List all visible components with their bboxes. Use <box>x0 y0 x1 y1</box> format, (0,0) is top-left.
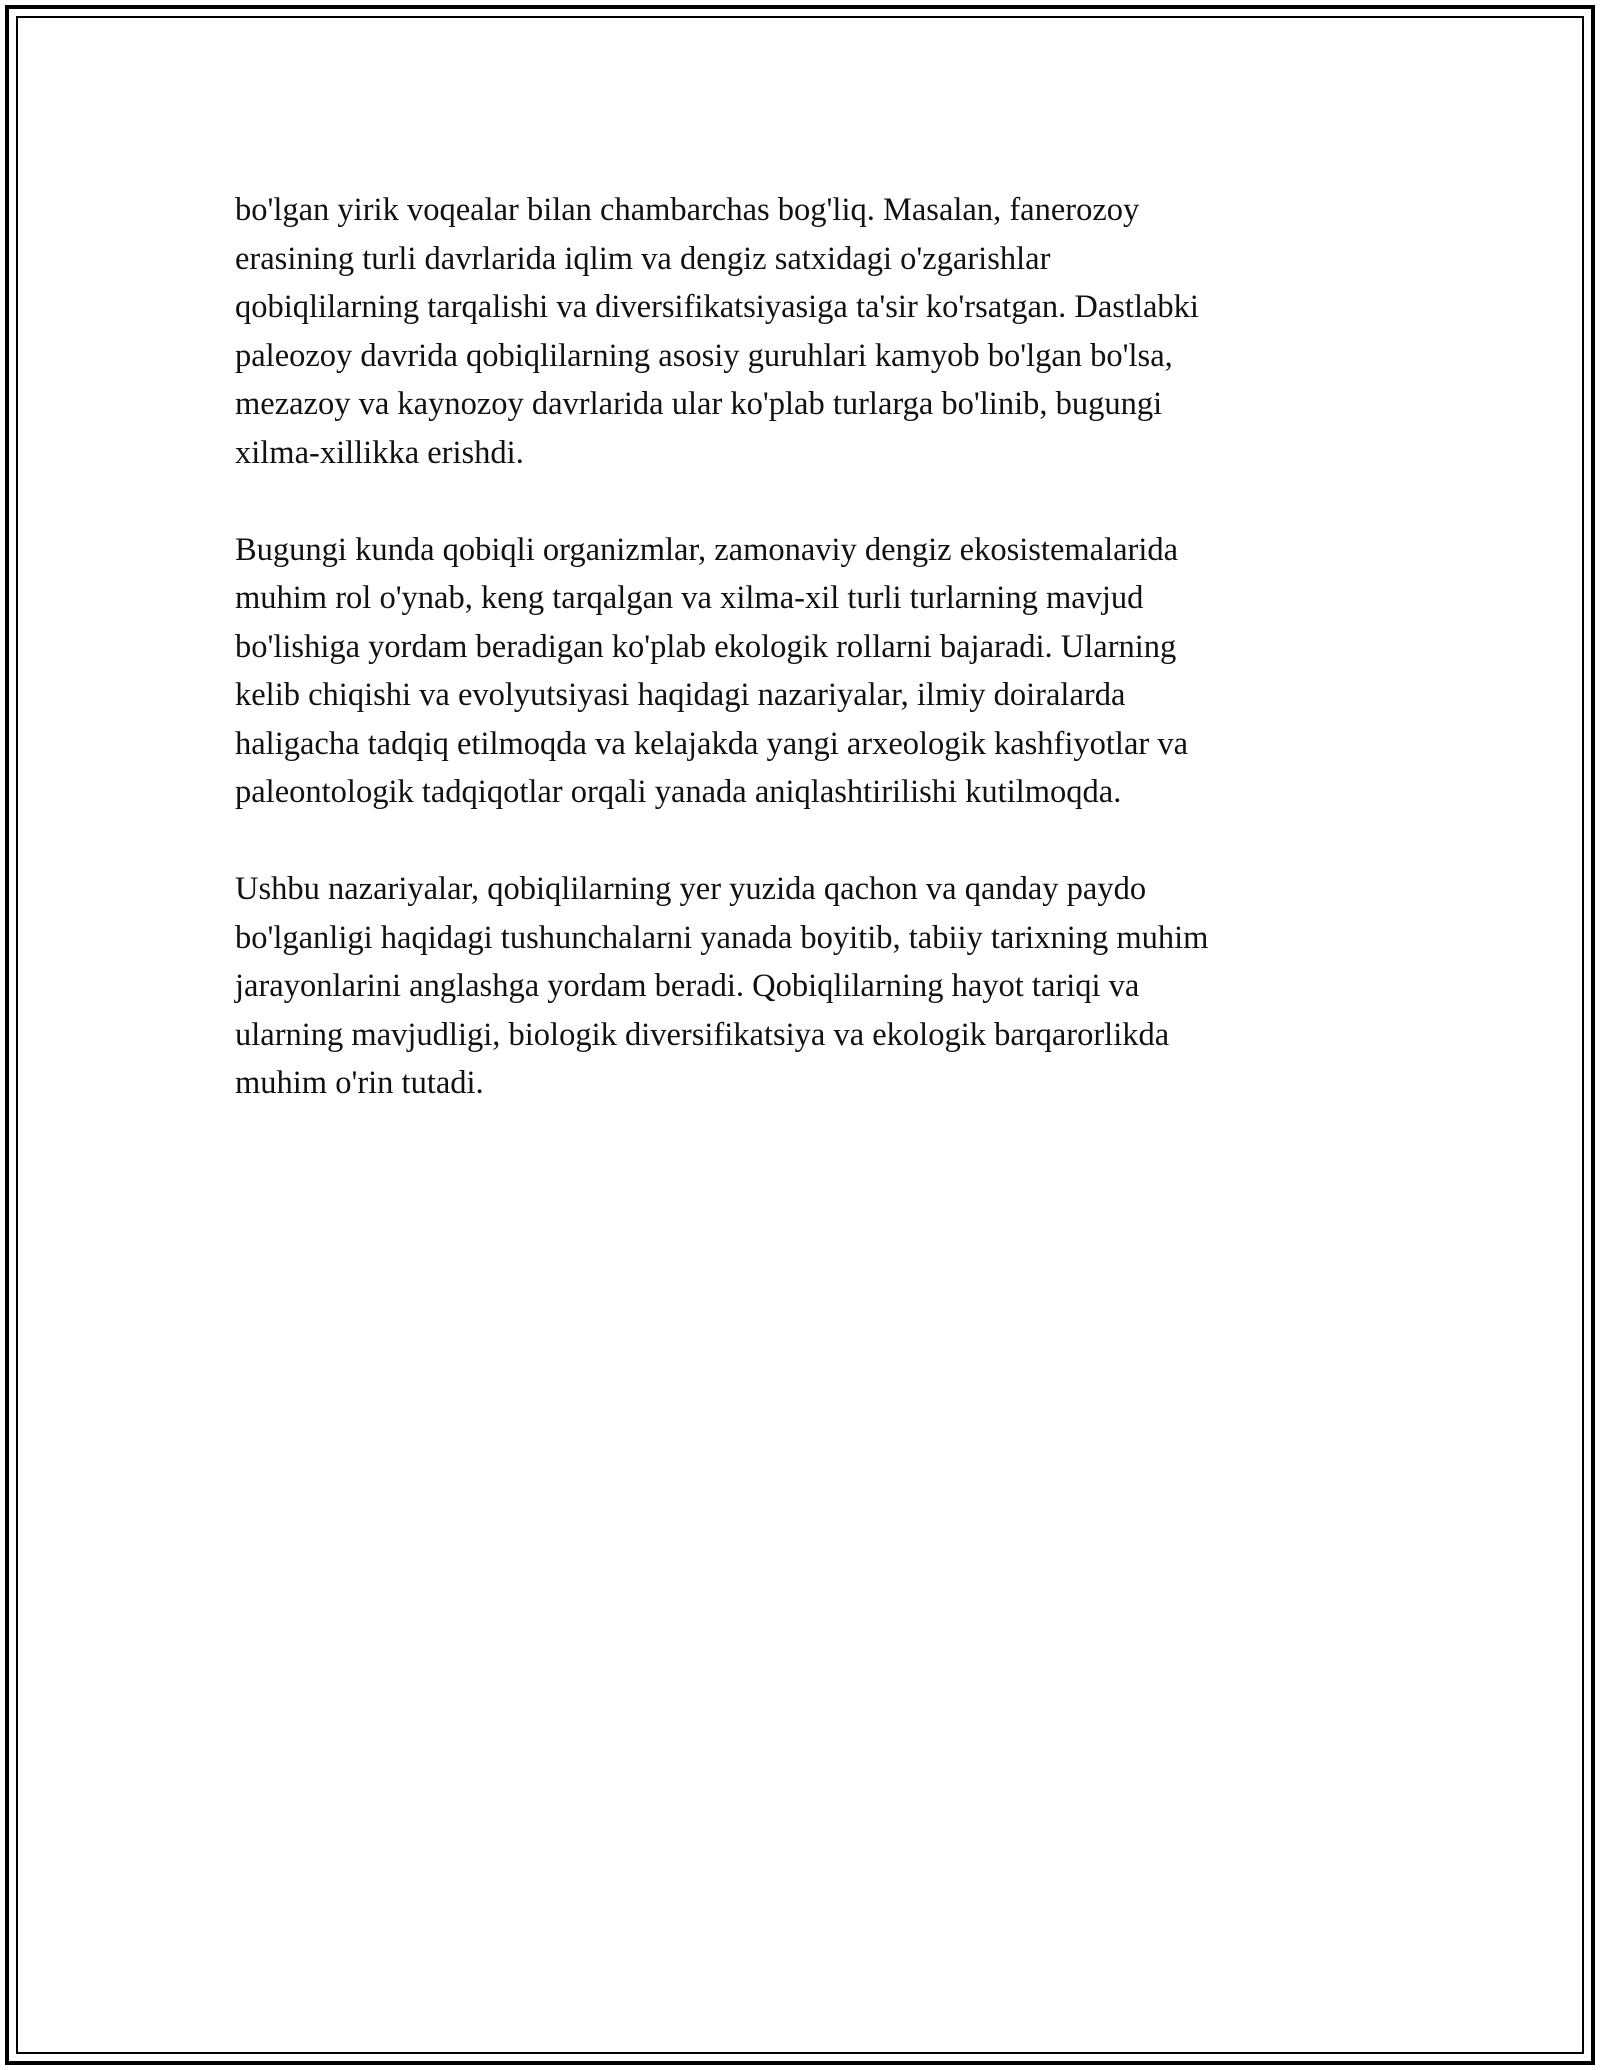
text-line: bo'lgan yirik voqealar bilan chambarchas bog'liq. Masalan, fanerozoy <box>235 192 1140 228</box>
paragraph-3 <box>235 865 1365 1108</box>
text-line: xilma-xillikka erishdi. <box>235 434 524 471</box>
paragraph-2 <box>235 526 1365 817</box>
text-line: erasining turli davrlarida iqlim va dengiz satxidagi o'zgarishlar <box>235 240 1051 277</box>
text-line: paleontologik tadqiqotlar orqali yanada aniqlashtirilishi kutilmoqda. <box>235 774 1122 810</box>
text-line: ularning mavjudligi, biologik diversifikatsiya va ekologik barqarorlikda <box>235 1016 1170 1053</box>
text-line: kelib chiqishi va evolyutsiyasi haqidagi nazariyalar, ilmiy doiralarda <box>235 677 1126 713</box>
text-line: paleozoy davrida qobiqlilarning asosiy guruhlari kamyob bo'lgan bo'lsa, <box>235 337 1173 374</box>
text-line: muhim rol o'ynab, keng tarqalgan va xilma-xil turli turlarning mavjud <box>235 580 1144 616</box>
text-line: jarayonlarini anglashga yordam beradi. Qobiqlilarning hayot tariqi va <box>235 968 1140 1004</box>
document-body <box>235 186 1365 1156</box>
text-line: mezazoy va kaynozoy davrlarida ular ko'plab turlarga bo'linib, bugungi <box>235 386 1163 422</box>
text-line: bo'lganligi haqidagi tushunchalarni yanada boyitib, tabiiy tarixning muhim <box>235 919 1209 956</box>
text-line: qobiqlilarning tarqalishi va diversifikatsiyasiga ta'sir ko'rsatgan. Dastlabki <box>235 289 1199 325</box>
text-line: bo'lishiga yordam beradigan ko'plab ekologik rollarni bajaradi. Ularning <box>235 628 1177 665</box>
paragraph-1 <box>235 186 1365 477</box>
text-line: Ushbu nazariyalar, qobiqlilarning yer yuzida qachon va qanday paydo <box>235 871 1147 907</box>
text-line: muhim o'rin tutadi. <box>235 1065 484 1101</box>
text-line: haligacha tadqiq etilmoqda va kelajakda yangi arxeologik kashfiyotlar va <box>235 725 1188 762</box>
text-line: Bugungi kunda qobiqli organizmlar, zamonaviy dengiz ekosistemalarida <box>235 531 1179 568</box>
